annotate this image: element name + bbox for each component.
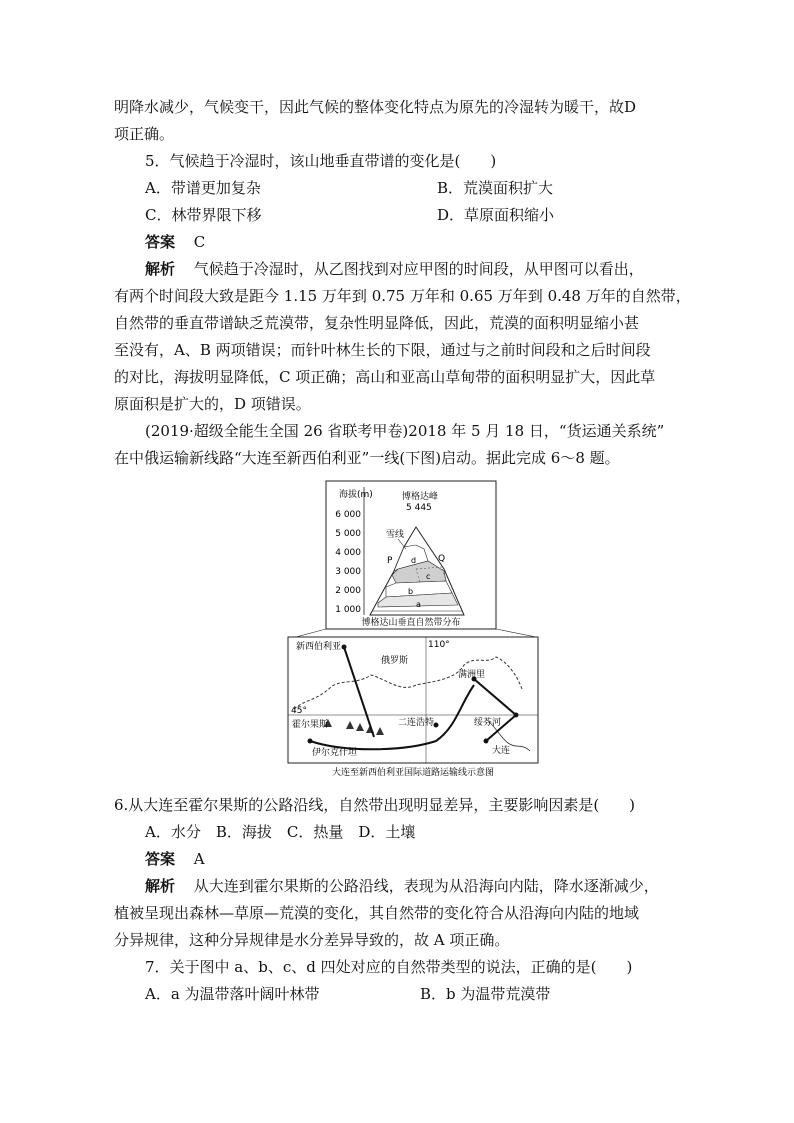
y-tick: 3 000 xyxy=(335,567,361,577)
figure xyxy=(286,479,540,781)
answer-6 xyxy=(145,849,205,869)
explanation-6-line-1 xyxy=(145,876,659,896)
question-5: 5．气候趋于冷湿时，该山地垂直带谱的变化是( ) xyxy=(145,152,497,170)
label-p: P xyxy=(387,556,393,566)
answer-5-value: C xyxy=(193,233,206,251)
answer-label: 答案 xyxy=(145,233,176,251)
y-tick: 1 000 xyxy=(335,605,361,615)
explanation-label: 解析 xyxy=(145,260,176,278)
explanation-5-line-4: 至没有，A、B 两项错误；而针叶林生长的下限，通过与之前时间段和之后时间段 xyxy=(114,341,651,359)
q7-option-a: A．a 为温带落叶阔叶林带 xyxy=(145,985,320,1003)
q5-option-c: C．林带界限下移 xyxy=(145,206,262,224)
city-dalian: 大连 xyxy=(492,746,511,756)
explanation-label: 解析 xyxy=(145,877,176,895)
inset-chart xyxy=(326,481,496,629)
q5-option-a: A．带谱更加复杂 xyxy=(145,179,261,197)
explanation-6-line-2: 植被呈现出森林—草原—荒漠的变化，其自然带的变化符合从沿海向内陆的地域 xyxy=(114,904,640,922)
explanation-5-line-1 xyxy=(145,259,644,279)
label-b: b xyxy=(408,587,414,596)
city-suifenhe: 绥芬河 xyxy=(474,718,502,728)
lon-110: 110° xyxy=(428,640,450,650)
peak-name: 博格达峰 xyxy=(402,492,439,502)
q6-options: A．水分 B．海拔 C．热量 D．土壤 xyxy=(145,823,416,841)
answer-6-value: A xyxy=(193,850,205,868)
city-erenhot: 二连浩特 xyxy=(398,718,435,728)
explanation-6-text-1: 从大连到霍尔果斯的公路沿线，表现为从沿海向内陆，降水逐渐减少， xyxy=(193,877,659,895)
explanation-5-line-2: 有两个时间段大致是距今 1.15 万年到 0.75 万年和 0.65 万年到 0.48 万年的自然带， xyxy=(114,287,691,305)
text-line-2: 项正确。 xyxy=(114,125,175,143)
lat-45: 45° xyxy=(291,706,307,716)
city-khorgos: 霍尔果斯 xyxy=(292,720,329,730)
answer-5 xyxy=(145,232,205,252)
y-axis-label: 海拔(m) xyxy=(339,490,373,500)
question-7: 7．关于图中 a、b、c、d 四处对应的自然带类型的说法，正确的是( ) xyxy=(145,958,633,976)
snowline-label: 雪线 xyxy=(386,530,405,540)
city-manzhouli: 满洲里 xyxy=(458,670,486,680)
explanation-5-line-3: 自然带的垂直带谱缺乏荒漠带，复杂性明显降低，因此，荒漠的面积明显缩小甚 xyxy=(114,314,640,332)
intro-line-2: 在中俄运输新线路“大连至新西伯利亚”一线(下图)启动。据此完成 6～8 题。 xyxy=(114,449,620,467)
y-tick: 4 000 xyxy=(335,548,361,558)
explanation-5-line-5: 的对比，海拔明显降低，C 项正确；高山和亚高山草甸带的面积明显扩大，因此草 xyxy=(114,368,656,386)
label-d: d xyxy=(411,556,417,565)
city-novosibirsk: 新西伯利亚 xyxy=(296,642,342,652)
peak-height: 5 445 xyxy=(406,503,432,513)
explanation-5-line-6: 原面积是扩大的，D 项错误。 xyxy=(114,395,311,413)
intro-line-1: (2019·超级全能生全国 26 省联考甲卷)2018 年 5 月 18 日，“货运通关系统” xyxy=(145,422,665,440)
label-a: a xyxy=(416,600,421,609)
question-6: 6.从大连至霍尔果斯的公路沿线，自然带出现明显差异，主要影响因素是( ) xyxy=(114,796,636,814)
inset-caption: 博格达山垂直自然带分布 xyxy=(361,618,461,628)
city-irkeshtam: 伊尔克什坦 xyxy=(312,748,358,758)
answer-label: 答案 xyxy=(145,850,176,868)
explanation-6-line-3: 分异规律，这种分异规律是水分差异导致的，故 A 项正确。 xyxy=(114,931,510,949)
map-caption: 大连至新西伯利亚国际道路运输线示意图 xyxy=(331,768,495,778)
label-c: c xyxy=(426,572,431,581)
explanation-5-text-1: 气候趋于冷湿时，从乙图找到对应甲图的时间段，从甲图可以看出， xyxy=(193,260,644,278)
route-map xyxy=(288,637,538,763)
label-q: Q xyxy=(438,554,446,564)
country-russia: 俄罗斯 xyxy=(381,656,409,666)
y-tick: 2 000 xyxy=(335,586,361,596)
q5-option-b: B．荒漠面积扩大 xyxy=(437,179,554,197)
y-tick: 6 000 xyxy=(335,510,361,520)
text-line-1: 明降水减少，气候变干，因此气候的整体变化特点为原先的冷湿转为暖干，故D xyxy=(114,98,637,116)
q5-option-d: D．草原面积缩小 xyxy=(437,206,555,224)
y-tick: 5 000 xyxy=(335,529,361,539)
q7-option-b: B．b 为温带荒漠带 xyxy=(420,985,551,1003)
